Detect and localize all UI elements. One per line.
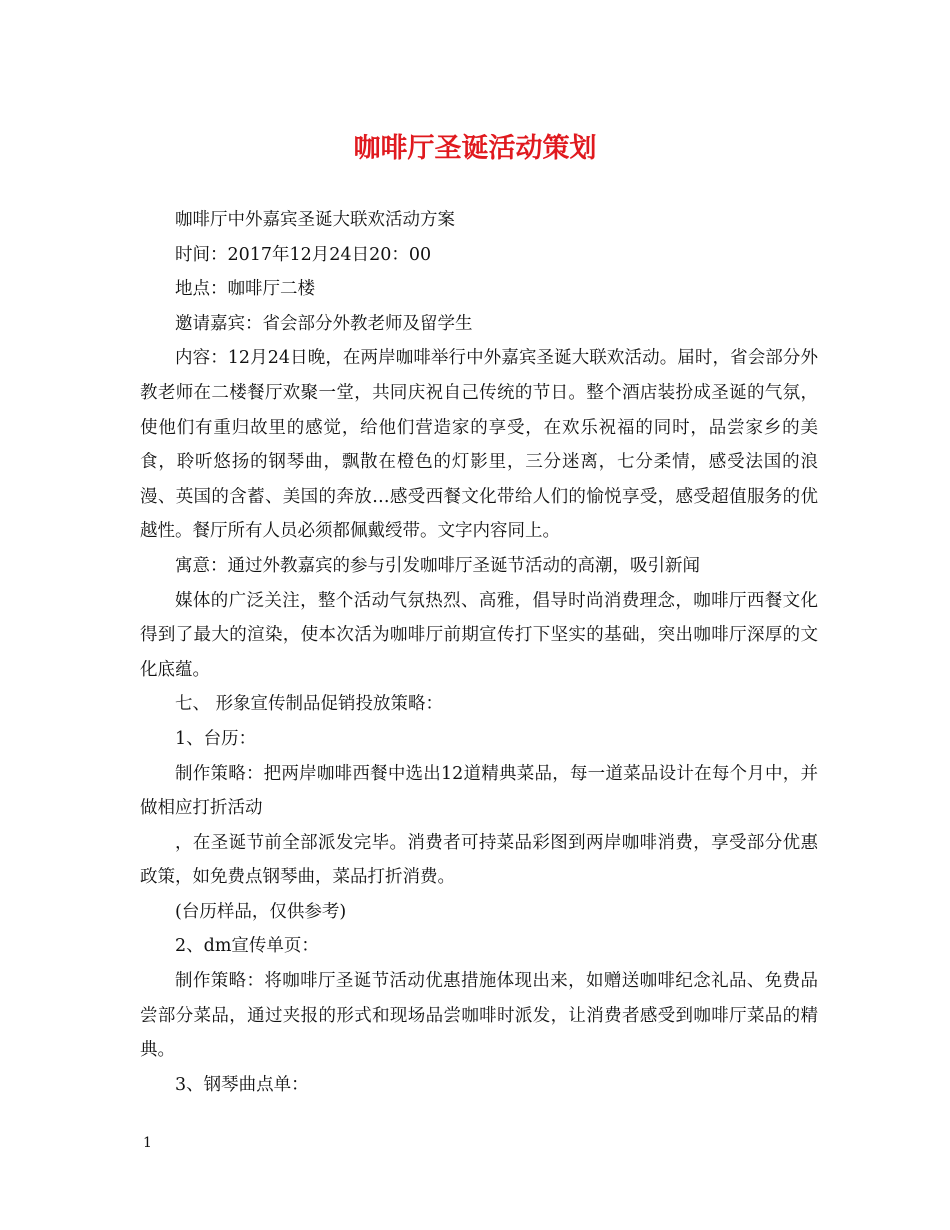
item-heading-calendar: 1、台历： — [175, 728, 257, 749]
paragraph-meaning: 寓意：通过外教嘉宾的参与引发咖啡厅圣诞节活动的高潮，吸引新闻 — [175, 555, 700, 576]
item-heading-dm-flyer: 2、dm宣传单页： — [175, 936, 319, 957]
item-heading-piano-menu: 3、钢琴曲点单： — [175, 1074, 309, 1095]
paragraph-calendar-details: ，在圣诞节前全部派发完毕。消费者可持菜品彩图到两岸咖啡消费，享受部分优惠政策，如免费点钢琴曲，菜品打折消费。 — [140, 832, 818, 888]
paragraph-dm-strategy: 制作策略：将咖啡厅圣诞节活动优惠措施体现出来，如赠送咖啡纪念礼品、免费品尝部分菜品，通过夹报的形式和现场品尝咖啡时派发，让消费者感受到咖啡厅菜品的精典。 — [140, 971, 818, 1061]
paragraph-content: 内容：12月24日晚，在两岸咖啡举行中外嘉宾圣诞大联欢活动。届时，省会部分外教老师在二楼餐厅欢聚一堂，共同庆祝自己传统的节日。整个酒店装扮成圣诞的气氛，使他们有重归故里的感觉，给他们营造家的享受，在欢乐祝福的同时，品尝家乡的美食，聆听悠扬的钢琴曲，飘散在橙色的灯影里，三分迷离，七分柔情，感受法国的浪漫、英国的含蓄、美国的奔放…感受西餐文化带给人们的愉悦享受，感受超值服务的优越性。餐厅所有人员必须都佩戴绶带。文字内容同上。 — [140, 348, 818, 542]
paragraph-time: 时间：2017年12月24日20：00 — [175, 244, 432, 265]
paragraph-guests: 邀请嘉宾：省会部分外教老师及留学生 — [175, 313, 473, 334]
document-body — [140, 203, 818, 1102]
page-title: 咖啡厅圣诞活动策划 — [353, 133, 597, 164]
page-number: 1 — [143, 1135, 152, 1151]
paragraph-calendar-strategy: 制作策略：把两岸咖啡西餐中选出12道精典菜品，每一道菜品设计在每个月中，并做相应打折活动 — [140, 763, 818, 819]
paragraph-subtitle: 咖啡厅中外嘉宾圣诞大联欢活动方案 — [175, 210, 455, 230]
section-heading-strategy: 七、 形象宣传制品促销投放策略： — [175, 694, 444, 715]
paragraph-calendar-sample-note: (台历样品，仅供参考) — [175, 901, 347, 922]
paragraph-meaning-continued: 媒体的广泛关注，整个活动气氛热烈、高雅，倡导时尚消费理念，咖啡厅西餐文化得到了最大的渲染，使本次活为咖啡厅前期宣传打下坚实的基础，突出咖啡厅深厚的文化底蕴。 — [140, 590, 818, 680]
paragraph-location: 地点：咖啡厅二楼 — [175, 279, 315, 300]
